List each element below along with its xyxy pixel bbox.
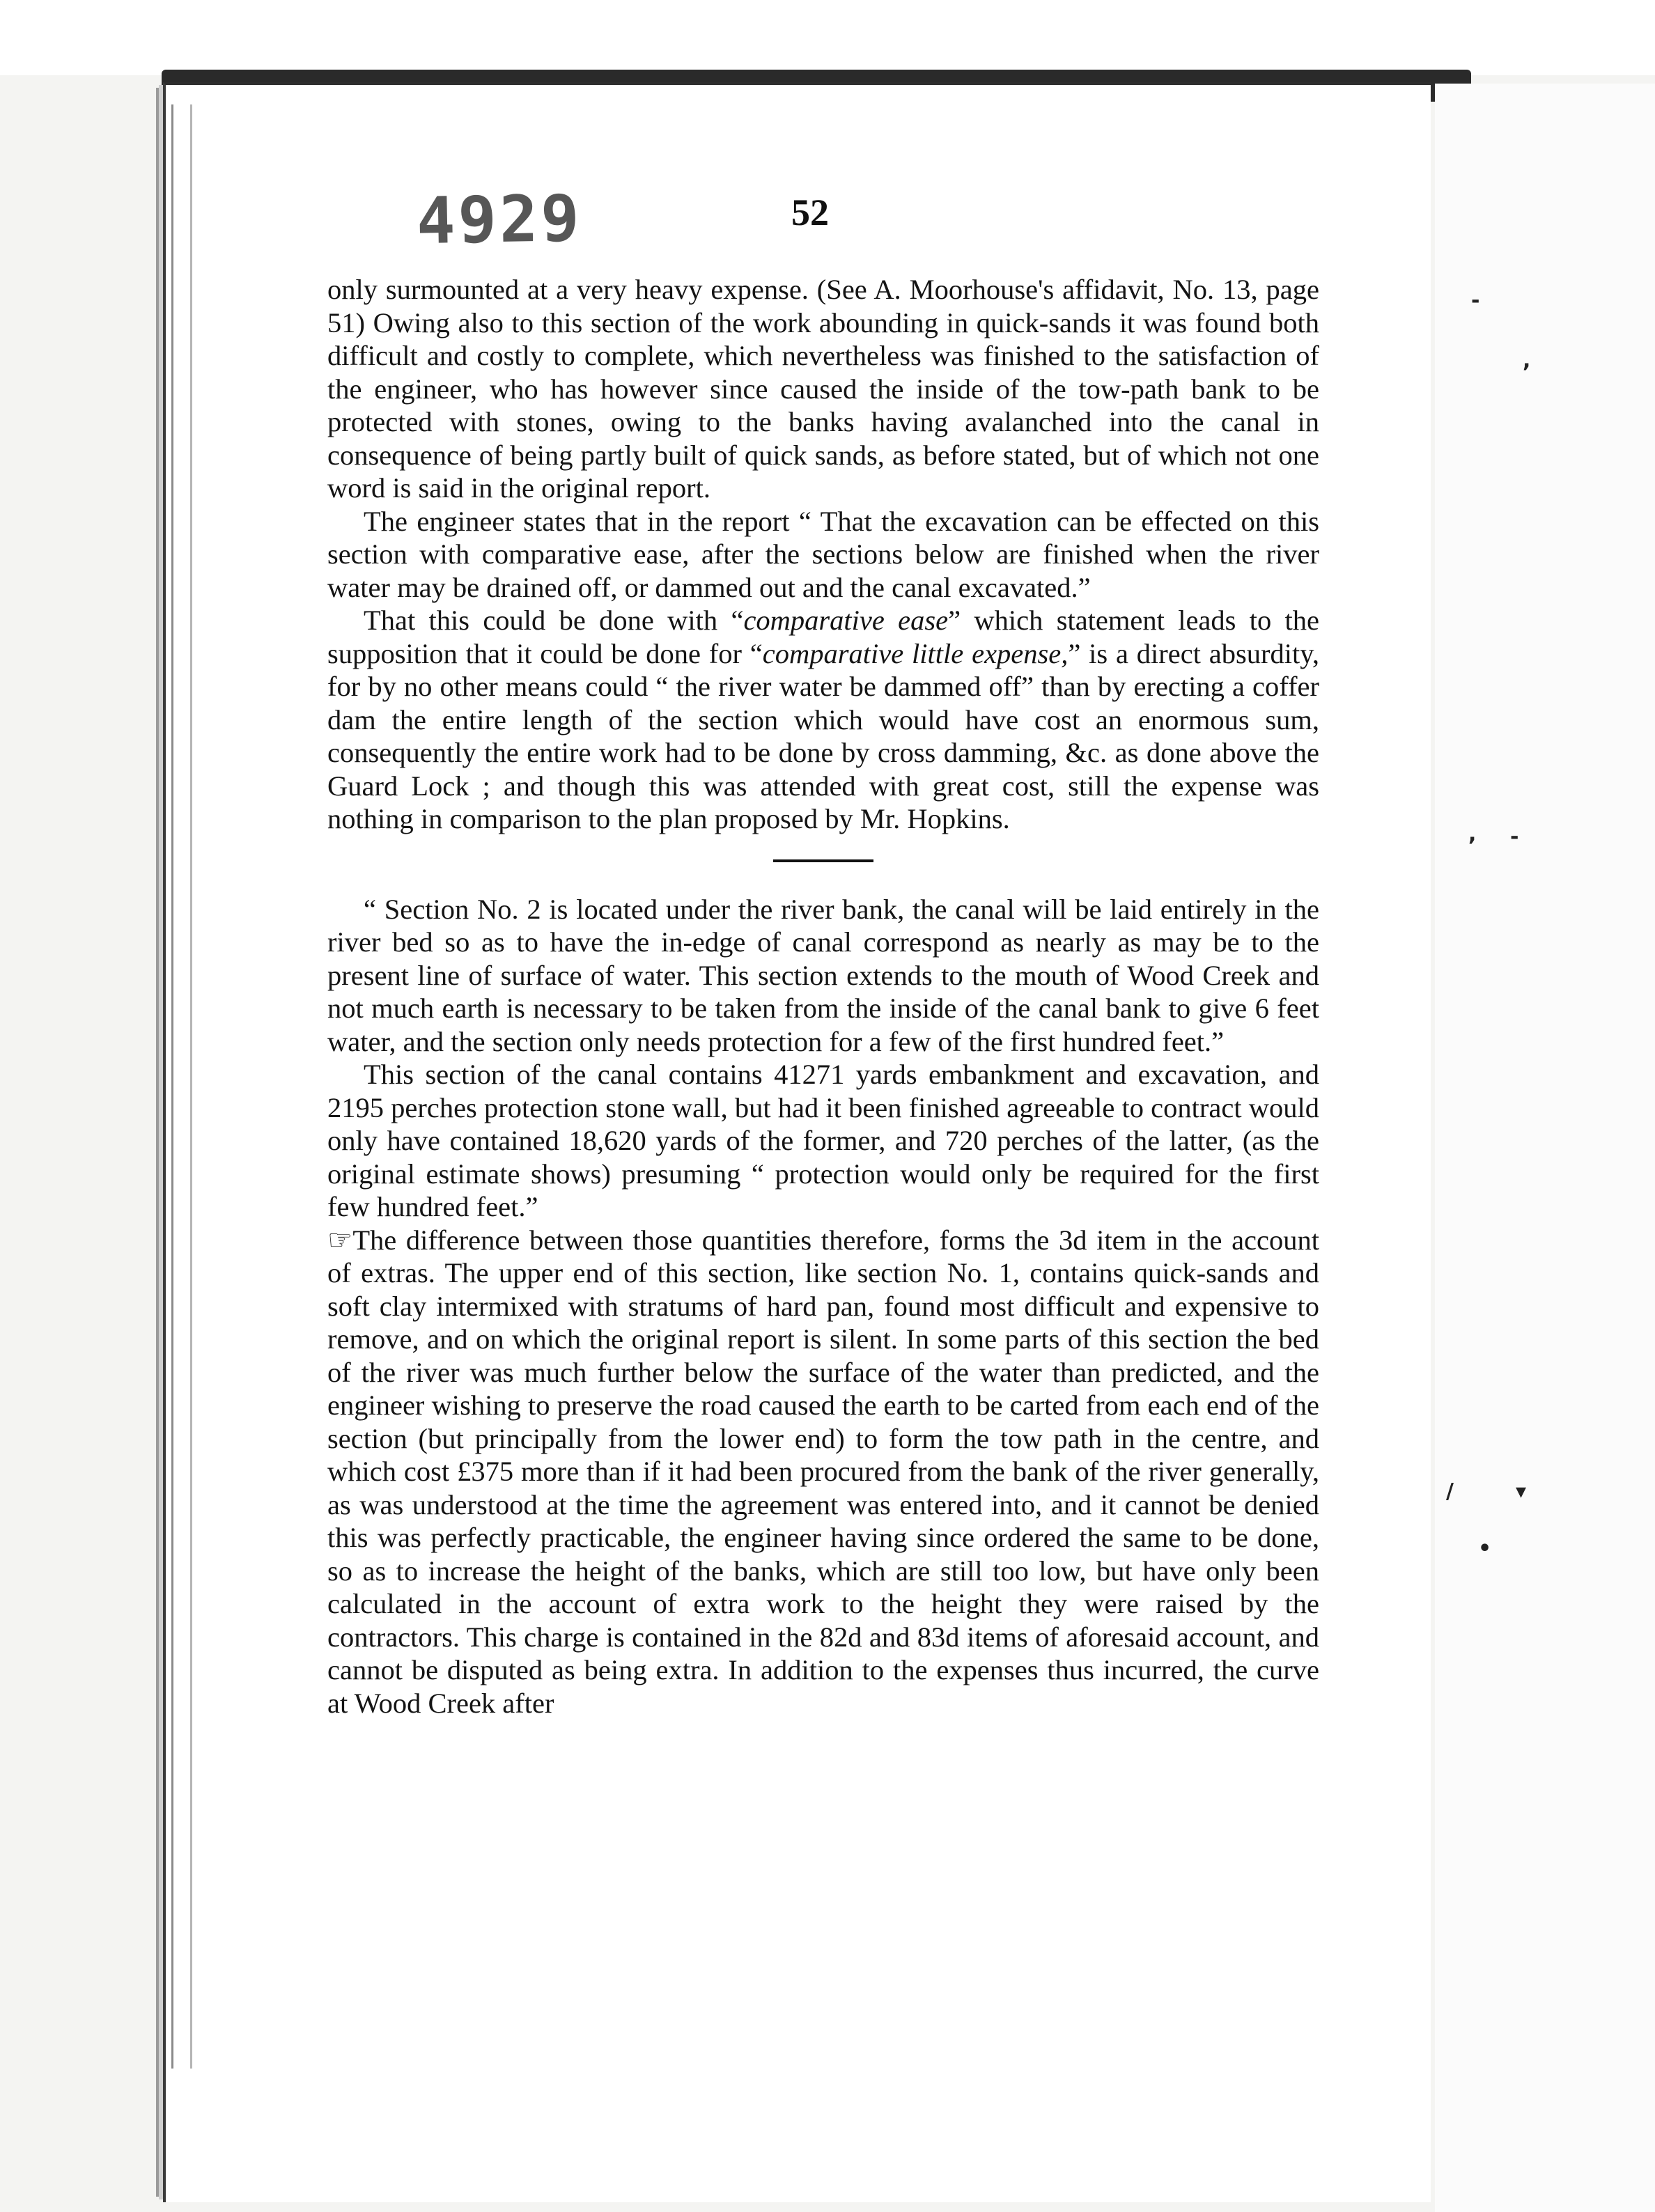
italic-quote: comparative little expense,	[762, 637, 1069, 669]
page-body	[327, 273, 1319, 1720]
page-edge-lines	[171, 104, 192, 2069]
paragraph: only surmounted at a very heavy expense. (See A. Moorhouse's affidavit, No. 13, page 51) Owing also to this section of the work abounding in quick-sands it was found both difficult and costly to complete, which nevertheless was finished to the satisfaction of the engineer, who has however since caused the inside of the tow-path bank to be protected with stones, owing to the banks having avalanched into the canal in consequence of being partly built of quick sands, as before stated, but of which not one word is said in the original report.	[327, 274, 1319, 504]
italic-quote: comparative ease	[743, 605, 949, 636]
margin-mark: ,	[1468, 822, 1477, 846]
scan-margin	[1435, 84, 1655, 2212]
pointing-hand-icon: ☞	[327, 1224, 353, 1256]
text-run: That this could be done with “	[364, 605, 744, 636]
section-divider	[773, 859, 873, 862]
text-run: ” is a direct absurdity, for by no other means could “ the river water be dammed off” than by erecting a coffer dam the entire length of the section which would have cost an enormous sum, consequently the entire work had to be done by cross damming, &c. as done above the Guard Lock ; and though this was attended with great cost, still the expense was nothing in comparison to the plan proposed by Mr. Hopkins.	[327, 637, 1319, 834]
margin-mark: ▾	[1516, 1479, 1527, 1504]
paragraph	[327, 1224, 1319, 1720]
catalog-stamp: 4929	[416, 180, 583, 259]
margin-mark: ,	[1523, 348, 1531, 373]
text-run: The difference between those quantities therefore, forms the 3d item in the account of extras. The upper end of this section, like section No. 1, contains quick-sands and soft clay intermixed with stratums of hard pan, found most difficult and expensive to remove, and on which the original report is silent. In some parts of this section the bed of the river was much further below the surface of the water than predicted, and the engineer wishing to preserve the road caused the earth to be carted from each end of the section (but principally from the lower end) to form the tow path in the centre, and which cost £375 more than if it had been procured from the bank of the river generally, as was understood at the time the agreement was entered into, and it cannot be denied this was perfectly practicable, the engineer having since ordered the same to be done, so as to increase the height of the banks, which are still too low, but have only been calculated in the account of extra work to the height they were raised by the contractors. This charge is contained in the 82d and 83d items of aforesaid account, and cannot be disputed as being extra. In addition to the expenses thus incurred, the curve at Wood Creek after	[327, 1224, 1319, 1719]
page-number: 52	[791, 192, 829, 233]
text-run: ” which statement leads to the supposition that it could be done for “	[327, 605, 1319, 669]
margin-mark: •	[1478, 1536, 1492, 1561]
paragraph: This section of the canal contains 41271 yards embankment and excavation, and 2195 perches protection stone wall, but had it been finished agreeable to contract would only have contained 18,620 yards of the former, and 720 perches of the latter, (as the original estimate shows) presuming “ protection would only be required for the first few hundred feet.”	[327, 1059, 1319, 1222]
paragraph: The engineer states that in the report “ That the excavation can be effected on this section with comparative ease, after the sections below are finished when the river water may be drained off, or dammed out and the canal excavated.”	[327, 505, 1319, 603]
margin-mark: -	[1510, 825, 1519, 849]
margin-mark: -	[1471, 288, 1480, 313]
margin-mark: /	[1446, 1479, 1454, 1504]
paragraph: “ Section No. 2 is located under the river bank, the canal will be laid entirely in the river bed so as to have the in-edge of canal correspond as nearly as may be to the present line of surface of water. This section extends to the mouth of Wood Creek and not much earth is necessary to be taken from the inside of the canal bank to give 6 feet water, and the section only needs protection for a few of the first hundred feet.”	[327, 893, 1319, 1057]
scan-background	[0, 0, 1655, 75]
paragraph	[327, 604, 1319, 836]
